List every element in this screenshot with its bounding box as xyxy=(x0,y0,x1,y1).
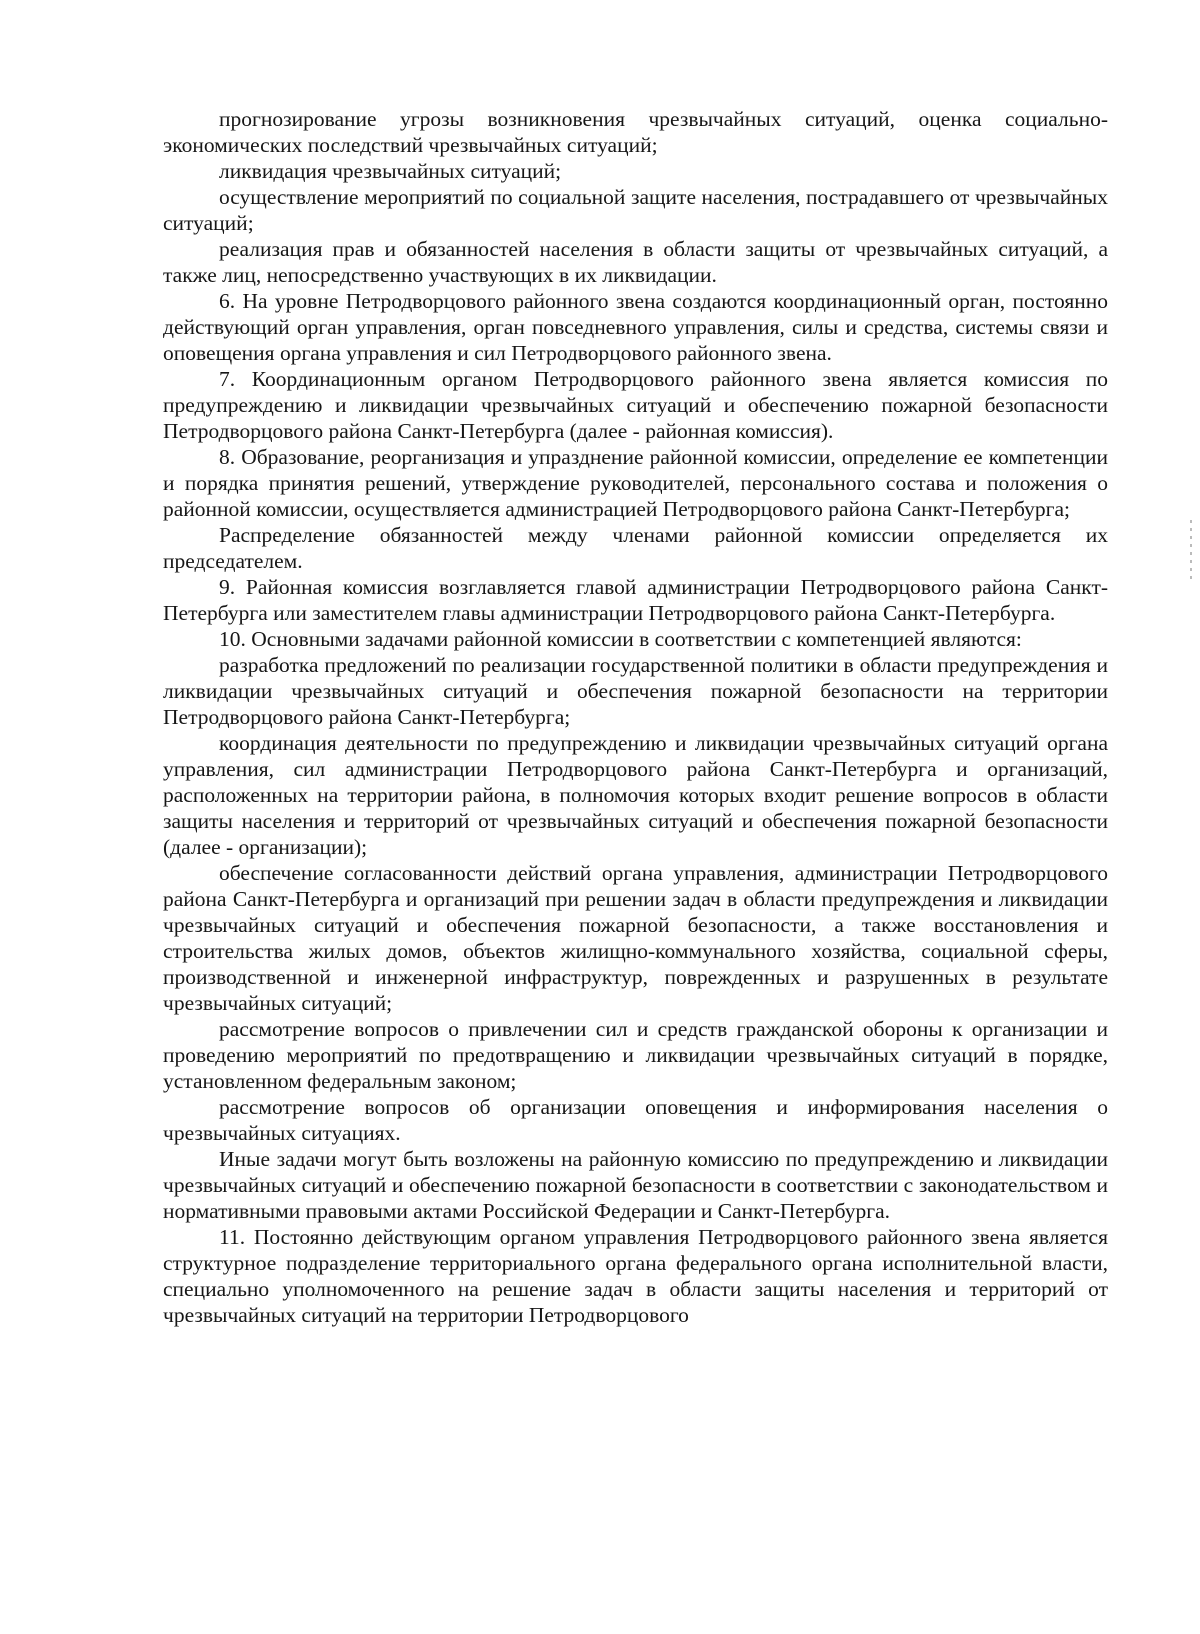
paragraph-task-proposals: разработка предложений по реализации государственной политики в области предупреждения и ликвидации чрезвычайных ситуаций и обеспечения пожарной безопасности на территории Петродворцового района Санкт-Петербурга; xyxy=(163,653,1108,729)
paragraph-duties-distribution: Распределение обязанностей между членами районной комиссии определяется их председателем. xyxy=(163,523,1108,573)
paragraph-task-consistency: обеспечение согласованности действий органа управления, администрации Петродворцового района Санкт-Петербурга и организаций при решении задач в области предупреждения и ликвидации чрезвычайных ситуаций и обеспечения пожарной безопасности, а также восстановления и строительства жилых домов, объектов жилищно-коммунального хозяйства, социальной сферы, производственной и инженерной инфраструктур, поврежденных и разрушенных в результате чрезвычайных ситуаций; xyxy=(163,861,1108,1015)
paragraph-rights-duties: реализация прав и обязанностей населения в области защиты от чрезвычайных ситуаций, а также лиц, непосредственно участвующих в их ликвидации. xyxy=(163,237,1108,287)
scan-edge-marks xyxy=(1190,520,1192,580)
paragraph-item-6: 6. На уровне Петродворцового районного звена создаются координационный орган, постоянно действующий орган управления, орган повседневного управления, силы и средства, системы связи и оповещения органа управления и сил Петродворцового районного звена. xyxy=(163,289,1108,365)
paragraph-forecasting: прогнозирование угрозы возникновения чрезвычайных ситуаций, оценка социально-экономических последствий чрезвычайных ситуаций; xyxy=(163,107,1108,157)
paragraph-item-8: 8. Образование, реорганизация и упразднение районной комиссии, определение ее компетенции и порядка принятия решений, утверждение руководителей, персонального состава и положения о районной комиссии, осуществляется администрацией Петродворцового района Санкт-Петербурга; xyxy=(163,445,1108,521)
paragraph-task-civil-defense: рассмотрение вопросов о привлечении сил и средств гражданской обороны к организации и проведению мероприятий по предотвращению и ликвидации чрезвычайных ситуаций в порядке, установленном федеральным законом; xyxy=(163,1017,1108,1093)
paragraph-item-9: 9. Районная комиссия возглавляется главой администрации Петродворцового района Санкт-Петербурга или заместителем главы администрации Петродворцового района Санкт-Петербурга. xyxy=(163,575,1108,625)
paragraph-social-protection: осуществление мероприятий по социальной защите населения, пострадавшего от чрезвычайных ситуаций; xyxy=(163,185,1108,235)
paragraph-task-notification: рассмотрение вопросов об организации оповещения и информирования населения о чрезвычайных ситуациях. xyxy=(163,1095,1108,1145)
paragraph-other-tasks: Иные задачи могут быть возложены на районную комиссию по предупреждению и ликвидации чрезвычайных ситуаций и обеспечению пожарной безопасности в соответствии с законодательством и нормативными правовыми актами Российской Федерации и Санкт-Петербурга. xyxy=(163,1147,1108,1223)
paragraph-item-11: 11. Постоянно действующим органом управления Петродворцового районного звена является структурное подразделение территориального органа федерального органа исполнительной власти, специально уполномоченного на решение задач в области защиты населения и территорий от чрезвычайных ситуаций на территории Петродворцового xyxy=(163,1225,1108,1327)
paragraph-item-10: 10. Основными задачами районной комиссии в соответствии с компетенцией являются: xyxy=(219,627,1022,651)
paragraph-item-7: 7. Координационным органом Петродворцового районного звена является комиссия по предупреждению и ликвидации чрезвычайных ситуаций и обеспечению пожарной безопасности Петродворцового района Санкт-Петербурга (далее - районная комиссия). xyxy=(163,367,1108,443)
paragraph-liquidation: ликвидация чрезвычайных ситуаций; xyxy=(219,159,562,183)
document-page xyxy=(163,106,1108,1328)
paragraph-task-coordination: координация деятельности по предупреждению и ликвидации чрезвычайных ситуаций органа управления, сил администрации Петродворцового района Санкт-Петербурга и организаций, расположенных на территории района, в полномочия которых входит решение вопросов в области защиты населения и территорий от чрезвычайных ситуаций и обеспечения пожарной безопасности (далее - организации); xyxy=(163,731,1108,859)
